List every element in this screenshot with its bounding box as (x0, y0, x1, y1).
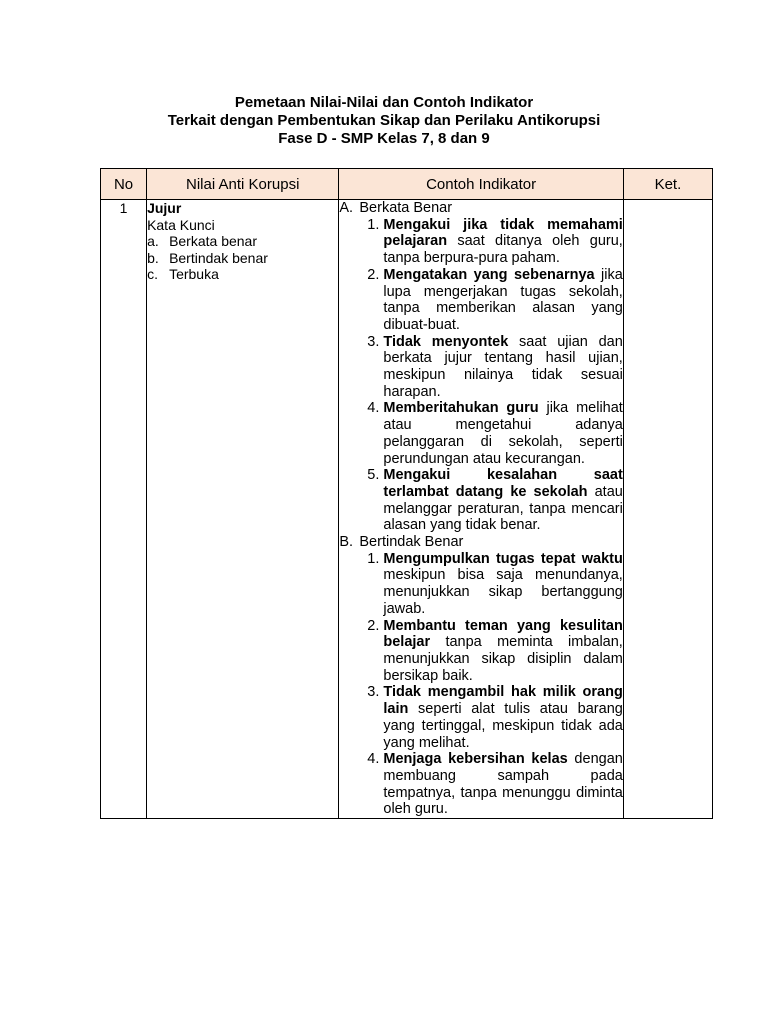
header-indikator: Contoh Indikator (339, 169, 623, 200)
list-item (339, 618, 622, 685)
list-item (339, 751, 622, 818)
item-text (383, 217, 622, 267)
item-emphasis: Mengakui kesalahan saat terlambat datang ke sekolah (383, 467, 623, 500)
list-item (147, 266, 338, 283)
section-label: Berkata Benar (359, 200, 453, 216)
item-emphasis: Mengakui jika tidak memahami pelajaran (383, 216, 623, 250)
item-text (383, 618, 622, 685)
list-marker: c. (147, 266, 158, 282)
item-number: 1. (367, 216, 380, 233)
list-item (339, 551, 622, 618)
list-item (339, 267, 622, 334)
document-phase: Fase D - SMP Kelas 7, 8 dan 9 (278, 130, 490, 147)
item-rest: dengan membuang sampah pada tempatnya, tanpa menunggu diminta oleh guru. (383, 751, 623, 818)
header-no: No (101, 169, 147, 200)
ket-cell (623, 200, 712, 819)
list-item (339, 400, 622, 467)
item-number: 2. (367, 266, 380, 283)
item-rest: saat ditanya oleh guru, tanpa berpura-pura paham. (383, 233, 623, 267)
list-item (147, 233, 338, 250)
item-rest: tanpa meminta imbalan, menunjukkan sikap disiplin dalam bersikap baik. (383, 634, 623, 684)
header-nilai: Nilai Anti Korupsi (147, 169, 339, 200)
item-rest: seperti alat tulis atau barang yang tertinggal, meskipun tidak ada yang melihat. (383, 701, 623, 751)
list-item (339, 217, 622, 267)
indikator-cell (339, 200, 623, 819)
item-rest: atau melanggar peraturan, tanpa mencari alasan yang tidak benar. (383, 483, 623, 534)
item-number: 1. (367, 550, 380, 567)
header-ket: Ket. (623, 169, 712, 200)
list-item (339, 334, 622, 401)
section-marker: B. (339, 534, 354, 551)
item-text (383, 751, 622, 818)
item-emphasis: Tidak menyontek (383, 333, 509, 350)
item-rest: jika lupa mengerjakan tugas sekolah, tanpa memberikan alasan yang dibuat-buat. (383, 266, 623, 333)
section-title (339, 200, 622, 217)
list-item (339, 467, 622, 534)
item-emphasis: Mengumpulkan tugas tepat waktu (383, 550, 623, 567)
nilai-title: Jujur (147, 200, 182, 216)
table-row (101, 200, 713, 819)
item-rest: jika melihat atau mengetahui adanya pelanggaran di sekolah, seperti perundungan atau kecurangan. (383, 400, 623, 467)
item-text (383, 551, 622, 618)
item-text (383, 267, 622, 334)
item-rest: saat ujian dan berkata jujur tentang hasil ujian, meskipun nilainya tidak sesuai harapan. (383, 333, 623, 400)
list-text: Berkata benar (169, 233, 258, 249)
list-text: Bertindak benar (169, 249, 268, 266)
item-number: 5. (367, 467, 380, 484)
item-emphasis: Memberitahukan guru (383, 400, 539, 417)
item-text (383, 400, 622, 467)
item-emphasis: Menjaga kebersihan kelas (383, 751, 568, 768)
item-emphasis: Mengatakan yang sebenarnya (383, 266, 595, 283)
item-text (383, 334, 622, 401)
nilai-subtitle: Kata Kunci (147, 216, 215, 233)
section-marker: A. (339, 200, 354, 216)
document-title: Pemetaan Nilai-Nilai dan Contoh Indikator (234, 94, 534, 111)
list-item (339, 684, 622, 751)
item-text (383, 467, 622, 534)
row-number: 1 (101, 200, 147, 819)
section-label: Bertindak Benar (359, 534, 464, 551)
item-rest: meskipun bisa saja menundanya, menunjukkan sikap bertanggung jawab. (383, 567, 623, 617)
indicator-table (100, 168, 713, 819)
table-header-row (101, 169, 713, 200)
keyword-list (147, 233, 338, 283)
list-text: Terbuka (169, 266, 219, 282)
list-marker: a. (147, 233, 159, 249)
section-title (339, 534, 622, 551)
item-number: 3. (367, 684, 380, 701)
document-title-block (0, 94, 768, 148)
document-subtitle: Terkait dengan Pembentukan Sikap dan Perilaku Antikorupsi (167, 112, 601, 129)
item-number: 2. (367, 617, 380, 634)
item-number: 4. (367, 400, 380, 417)
nilai-cell (147, 200, 339, 819)
item-number: 3. (367, 333, 380, 350)
item-emphasis: Membantu teman yang kesulitan belajar (383, 617, 623, 651)
list-item (147, 250, 338, 267)
list-marker: b. (147, 249, 159, 266)
item-text (383, 684, 622, 751)
item-emphasis: Tidak mengambil hak milik orang lain (383, 684, 623, 718)
item-number: 4. (367, 751, 380, 768)
